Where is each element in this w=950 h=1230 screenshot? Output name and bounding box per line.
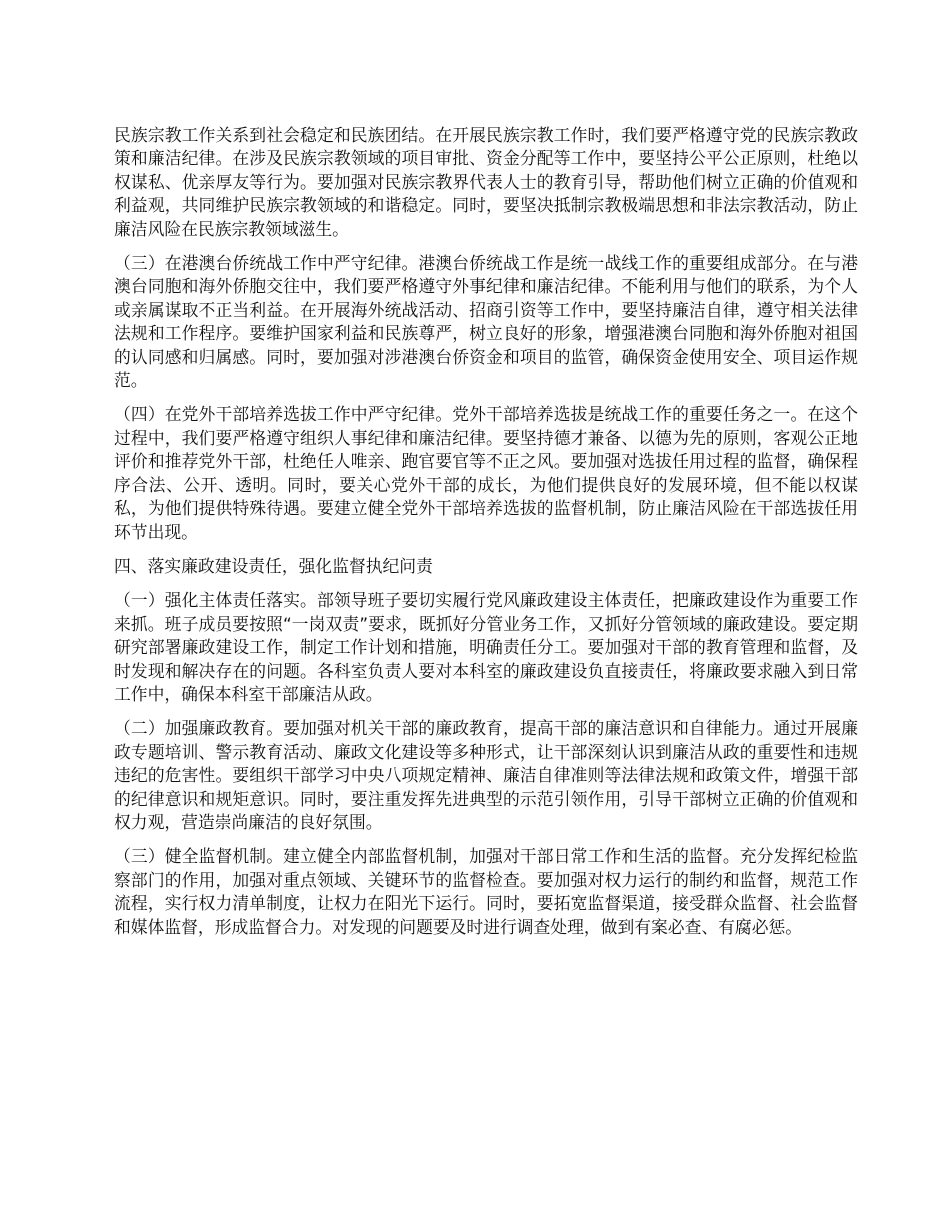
- paragraph-ethnic-religious-work: 民族宗教工作关系到社会稳定和民族团结。在开展民族宗教工作时，我们要严格遵守党的民族宗教政策和廉洁纪律。在涉及民族宗教领域的项目审批、资金分配等工作中，要坚持公平公正原则，杜绝以权谋私、优亲厚友等行为。要加强对民族宗教界代表人士的教育引导，帮助他们树立正确的价值观和利益观，共同维护民族宗教领域的和谐稳定。同时，要坚决抵制宗教极端思想和非法宗教活动，防止廉洁风险在民族宗教领域滋生。: [114, 125, 858, 239]
- paragraph-main-responsibility: （一）强化主体责任落实。部领导班子要切实履行党风廉政建设主体责任，把廉政建设作为重要工作来抓。班子成员要按照“一岗双责”要求，既抓好分管业务工作，又抓好分管领域的廉政建设。要定期研究部署廉政建设工作，制定工作计划和措施，明确责任分工。要加强对干部的教育管理和监督，及时发现和解决存在的问题。各科室负责人要对本科室的廉政建设负直接责任，将廉政要求融入到日常工作中，确保本科室干部廉洁从政。: [114, 590, 858, 704]
- paragraph-non-party-cadres: （四）在党外干部培养选拔工作中严守纪律。党外干部培养选拔是统战工作的重要任务之一。在这个过程中，我们要严格遵守组织人事纪律和廉洁纪律。要坚持德才兼备、以德为先的原则，客观公正地评价和推荐党外干部，杜绝任人唯亲、跑官要官等不正之风。要加强对选拔任用过程的监督，确保程序合法、公开、透明。同时，要关心党外干部的成长，为他们提供良好的发展环境，但不能以权谋私，为他们提供特殊待遇。要建立健全党外干部培养选拔的监督机制，防止廉洁风险在干部选拔任用环节出现。: [114, 404, 858, 542]
- document-body: [114, 124, 858, 950]
- paragraph-supervision-mechanism: （三）健全监督机制。建立健全内部监督机制，加强对干部日常工作和生活的监督。充分发挥纪检监察部门的作用，加强对重点领域、关键环节的监督检查。要加强对权力运行的制约和监督，规范工作流程，实行权力清单制度，让权力在阳光下运行。同时，要拓宽监督渠道，接受群众监督、社会监督和媒体监督，形成监督合力。对发现的问题要及时进行调查处理，做到有案必查、有腐必惩。: [114, 846, 858, 937]
- section-heading-four: 四、落实廉政建设责任，强化监督执纪问责: [114, 555, 433, 576]
- paragraph-hk-macao-taiwan-overseas: （三）在港澳台侨统战工作中严守纪律。港澳台侨统战工作是统一战线工作的重要组成部分。在与港澳台同胞和海外侨胞交往中，我们要严格遵守外事纪律和廉洁纪律。不能利用与他们的联系，为个人或亲属谋取不正当利益。在开展海外统战活动、招商引资等工作中，要坚持廉洁自律，遵守相关法律法规和工作程序。要维护国家利益和民族尊严，树立良好的形象，增强港澳台同胞和海外侨胞对祖国的认同感和归属感。同时，要加强对涉港澳台侨资金和项目的监管，确保资金使用安全、项目运作规范。: [114, 253, 858, 391]
- paragraph-integrity-education: （二）加强廉政教育。要加强对机关干部的廉政教育，提高干部的廉洁意识和自律能力。通过开展廉政专题培训、警示教育活动、廉政文化建设等多种形式，让干部深刻认识到廉洁从政的重要性和违规违纪的危害性。要组织干部学习中央八项规定精神、廉洁自律准则等法律法规和政策文件，增强干部的纪律意识和规矩意识。同时，要注重发挥先进典型的示范引领作用，引导干部树立正确的价值观和权力观，营造崇尚廉洁的良好氛围。: [114, 718, 858, 832]
